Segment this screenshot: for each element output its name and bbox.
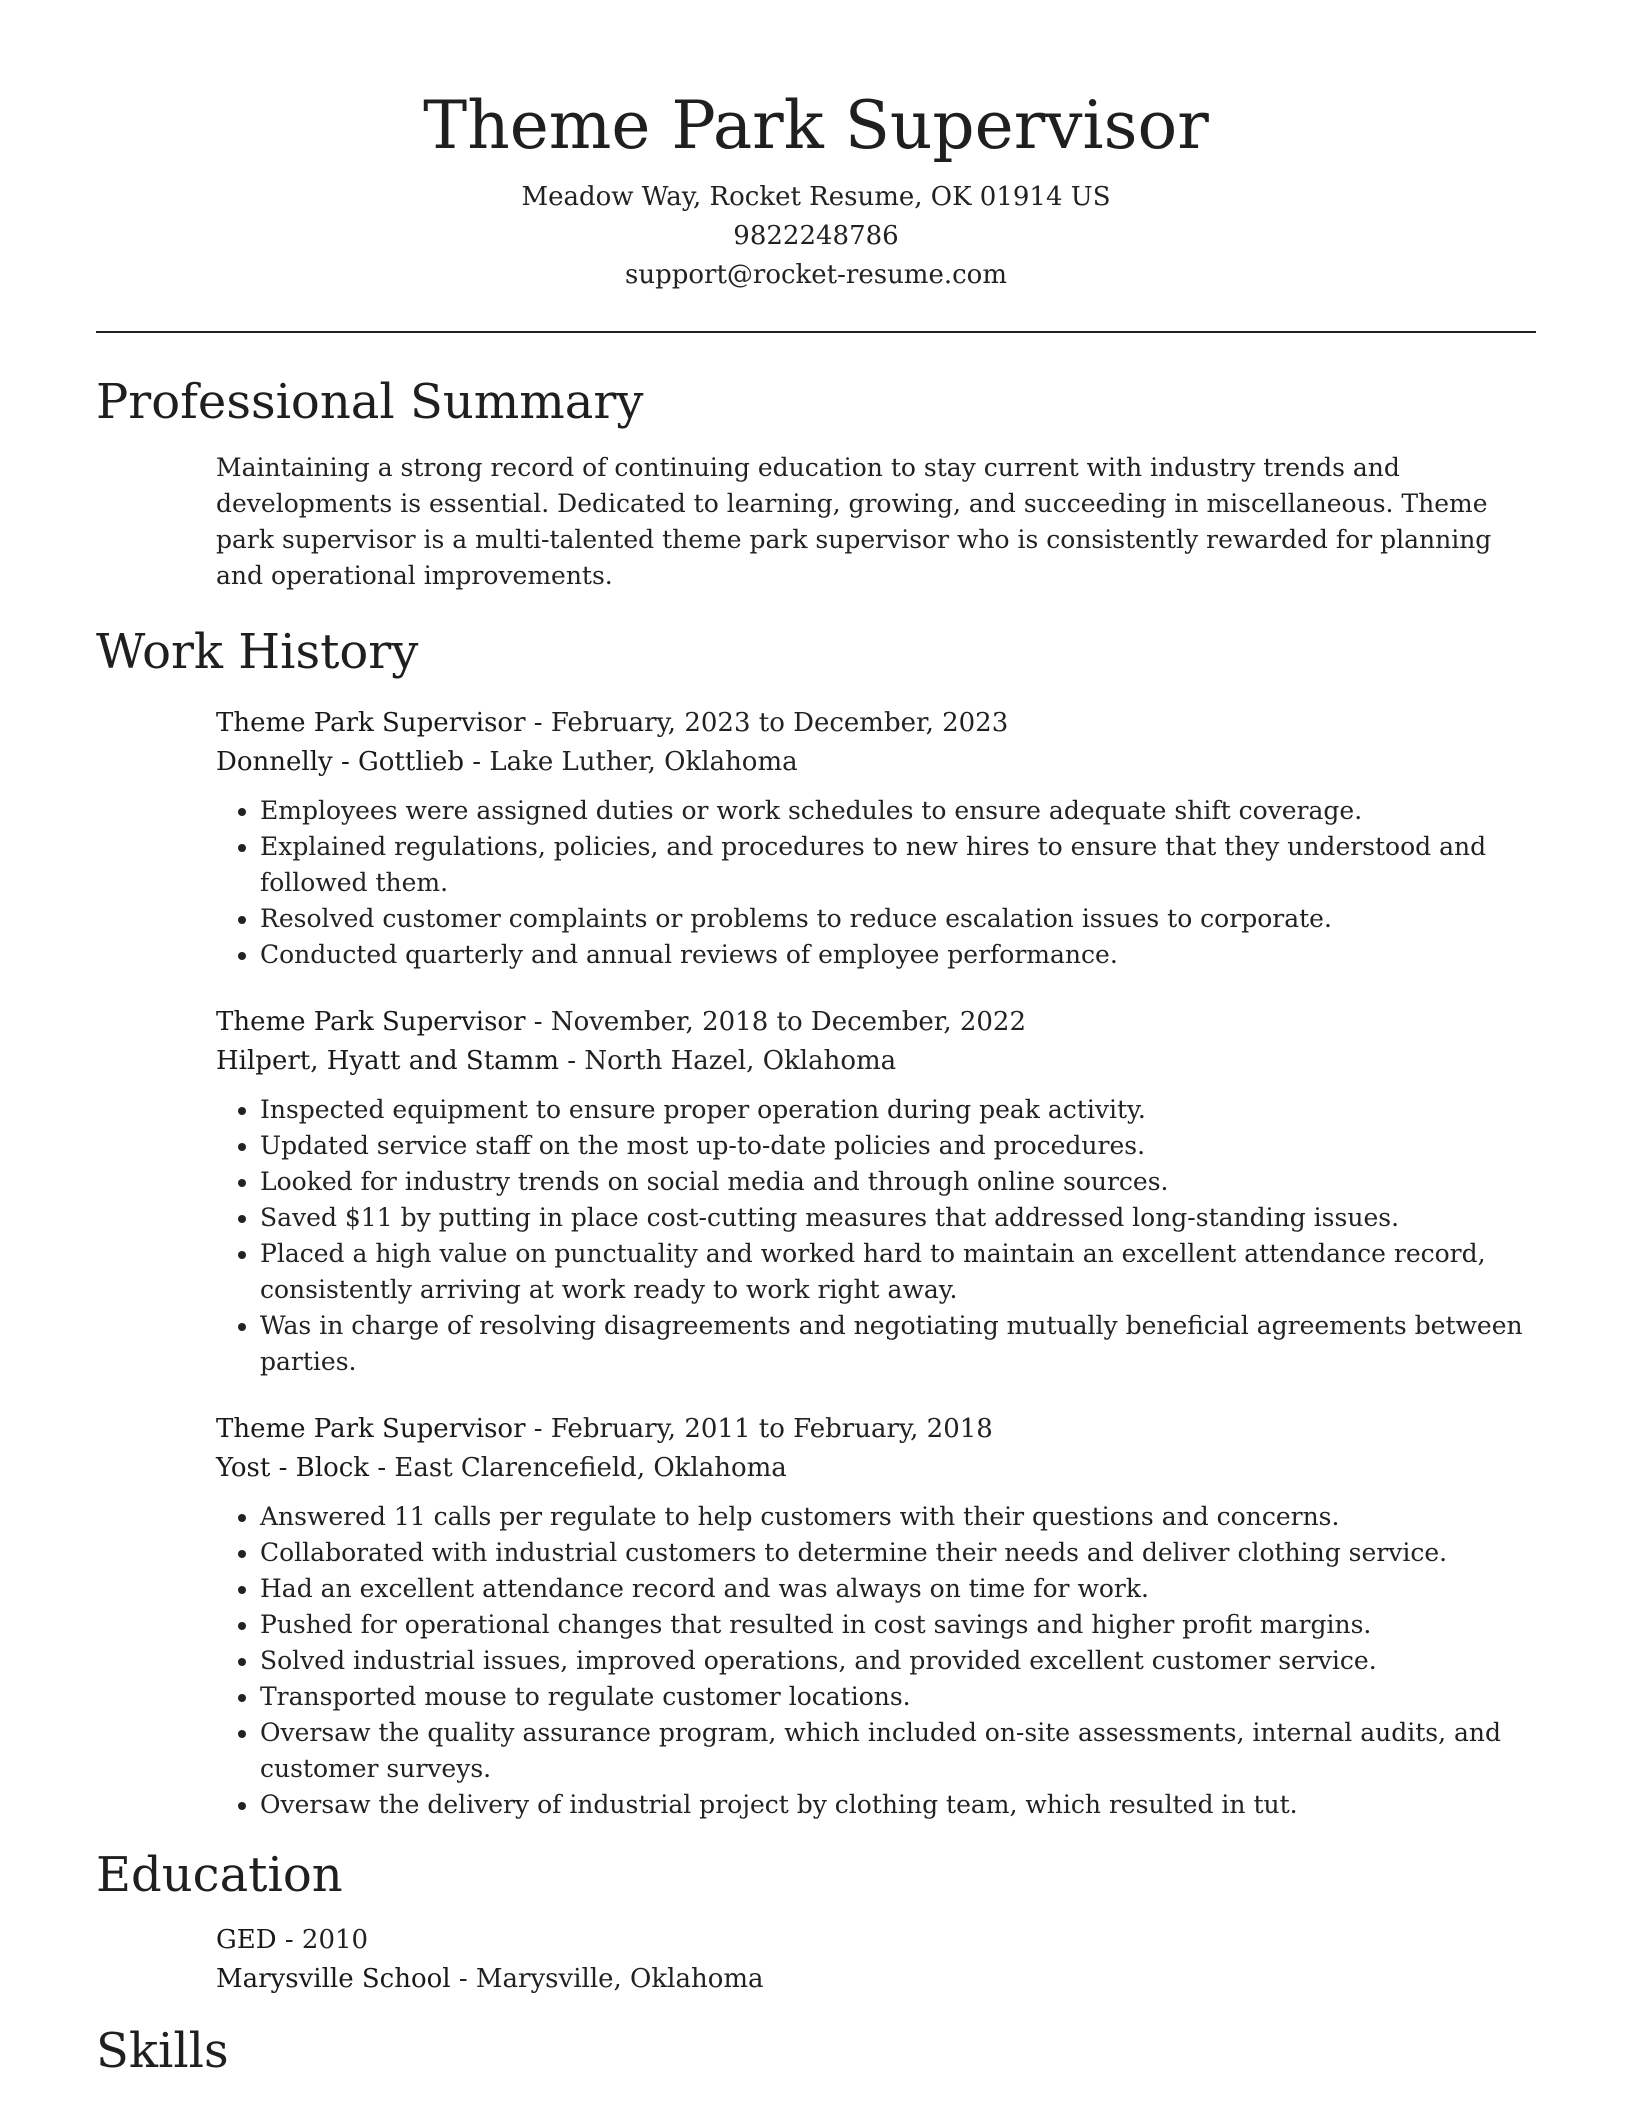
education-school-line (216, 1960, 1536, 1999)
email: support@rocket-resume.com (624, 260, 1007, 290)
job-role: Theme Park Supervisor (216, 708, 526, 738)
job-title-line (216, 1003, 1536, 1042)
summary-section (96, 372, 1536, 594)
list-item: • Inspected equipment to ensure proper operation during peak activity. (260, 1092, 1536, 1128)
job-company: Yost - Block (216, 1453, 370, 1483)
job-location: - Lake Luther, Oklahoma (464, 747, 798, 777)
phone: 9822248786 (733, 221, 899, 251)
contact-block (96, 178, 1536, 295)
education-degree: GED (216, 1925, 277, 1955)
job-dates: - February, 2011 to February, 2018 (525, 1414, 993, 1444)
job-location: - North Hazel, Oklahoma (559, 1046, 897, 1076)
job-role: Theme Park Supervisor (216, 1414, 526, 1444)
summary-text: Maintaining a strong record of continuing education to stay current with industry trends and developments is essential. Dedicated to learning, growing, and succeeding in miscellaneous. Theme park supervisor is a multi-talented theme park supervisor who is consistently rewarded for planning and operational improvements. (216, 453, 1492, 590)
list-item: • Conducted quarterly and annual reviews of employee performance. (260, 937, 1536, 973)
job-dates: - November, 2018 to December, 2022 (525, 1007, 1027, 1037)
list-item: • Saved $11 by putting in place cost-cutting measures that addressed long-standing issues. (260, 1200, 1536, 1236)
list-item: • Updated service staff on the most up-to-date policies and procedures. (260, 1128, 1536, 1164)
education-degree-line (216, 1921, 1536, 1960)
candidate-name: Theme Park Supervisor (423, 87, 1209, 164)
header-divider (96, 331, 1536, 333)
job-entry (216, 1410, 1536, 1823)
education-school: Marysville School (216, 1964, 451, 1994)
job-company-line (216, 1449, 1536, 1488)
resume-header (96, 0, 1536, 295)
job-company-line (216, 743, 1536, 782)
job-title-line (216, 1410, 1536, 1449)
job-company-line (216, 1042, 1536, 1081)
list-item: • Employees were assigned duties or work schedules to ensure adequate shift coverage. (260, 793, 1536, 829)
resume-page (96, 0, 1536, 2081)
list-item: • Oversaw the delivery of industrial project by clothing team, which resulted in tut. (260, 1787, 1536, 1823)
list-item: • Oversaw the quality assurance program, which included on-site assessments, internal audits, and customer surveys. (260, 1715, 1536, 1787)
list-item: • Transported mouse to regulate customer locations. (260, 1679, 1536, 1715)
work-history-heading: Work History (96, 624, 419, 680)
skills-section (96, 2021, 1536, 2081)
list-item: • Collaborated with industrial customers to determine their needs and deliver clothing service. (260, 1535, 1536, 1571)
job-entry (216, 1003, 1536, 1380)
job-entry (216, 704, 1536, 973)
job-title-line (216, 704, 1536, 743)
job-role: Theme Park Supervisor (216, 1007, 526, 1037)
job-company: Hilpert, Hyatt and Stamm (216, 1046, 559, 1076)
list-item: • Was in charge of resolving disagreements and negotiating mutually beneficial agreements between parties. (260, 1308, 1536, 1380)
list-item: • Pushed for operational changes that resulted in cost savings and higher profit margins. (260, 1607, 1536, 1643)
list-item: • Solved industrial issues, improved operations, and provided excellent customer service. (260, 1643, 1536, 1679)
address: Meadow Way, Rocket Resume, OK 01914 US (521, 182, 1111, 212)
education-year: - 2010 (276, 1925, 369, 1955)
list-item: • Placed a high value on punctuality and worked hard to maintain an excellent attendance record, consistently arriving at work ready to work right away. (260, 1236, 1536, 1308)
education-location: - Marysville, Oklahoma (450, 1964, 764, 1994)
job-location: - East Clarencefield, Oklahoma (369, 1453, 787, 1483)
summary-heading: Professional Summary (96, 374, 644, 430)
skills-heading: Skills (96, 2023, 229, 2079)
list-item: • Resolved customer complaints or problems to reduce escalation issues to corporate. (260, 901, 1536, 937)
job-bullets (216, 1092, 1536, 1380)
list-item: • Explained regulations, policies, and procedures to new hires to ensure that they understood and followed them. (260, 829, 1536, 901)
list-item: • Answered 11 calls per regulate to help customers with their questions and concerns. (260, 1499, 1536, 1535)
list-item: • Looked for industry trends on social media and through online sources. (260, 1164, 1536, 1200)
job-dates: - February, 2023 to December, 2023 (525, 708, 1009, 738)
education-heading: Education (96, 1847, 343, 1903)
job-bullets (216, 793, 1536, 973)
list-item: • Had an excellent attendance record and was always on time for work. (260, 1571, 1536, 1607)
job-bullets (216, 1499, 1536, 1823)
job-company: Donnelly - Gottlieb (216, 747, 464, 777)
education-section (96, 1845, 1536, 1999)
work-history-section (96, 622, 1536, 1823)
